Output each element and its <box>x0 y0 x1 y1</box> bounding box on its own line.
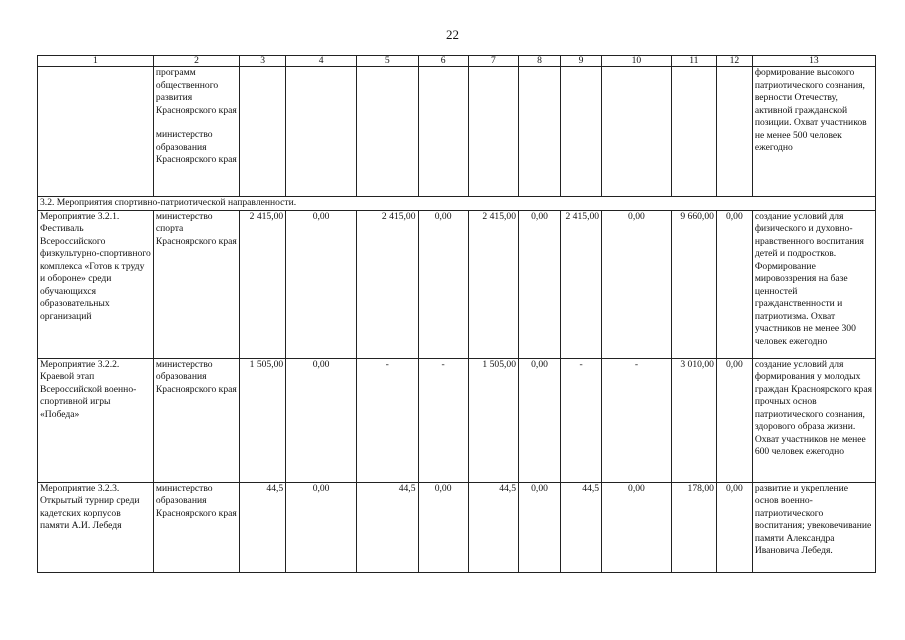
column-header: 1 <box>38 56 154 67</box>
value-cell: 0,00 <box>519 210 561 358</box>
value-cell: 2 415,00 <box>240 210 286 358</box>
executor-text: программ общественного развития Красноярского края <box>155 67 237 116</box>
executor-cell: министерство образования Красноярского края <box>153 358 239 482</box>
table-cell <box>561 67 602 197</box>
table-row <box>38 210 876 358</box>
value-cell: 44,5 <box>356 482 418 572</box>
table-cell <box>356 67 418 197</box>
table-cell <box>418 67 468 197</box>
column-header: 7 <box>468 56 518 67</box>
value-cell: 0,00 <box>602 482 672 572</box>
table-cell <box>519 67 561 197</box>
table-cell <box>38 67 154 197</box>
value-cell: 1 505,00 <box>468 358 518 482</box>
executor-text: министерство образования Красноярского края <box>155 129 237 165</box>
value-cell: 44,5 <box>468 482 518 572</box>
value-cell: - <box>356 358 418 482</box>
activity-name: Мероприятие 3.2.1. Фестиваль Всероссийского физкультурно-спортивного комплекса «Готов к труду и обороне» среди обучающихся образовательных организаций <box>38 210 154 358</box>
table-cell <box>716 67 752 197</box>
activity-name: Мероприятие 3.2.3. Открытый турнир среди кадетских корпусов памяти А.И. Лебедя <box>38 482 154 572</box>
value-cell: 0,00 <box>418 482 468 572</box>
table-cell <box>240 67 286 197</box>
value-cell: - <box>561 358 602 482</box>
value-cell: 2 415,00 <box>561 210 602 358</box>
table-cell <box>468 67 518 197</box>
table-row <box>38 482 876 572</box>
column-header: 9 <box>561 56 602 67</box>
value-cell: 0,00 <box>716 210 752 358</box>
table-cell <box>153 67 239 197</box>
page-number: 22 <box>446 27 459 42</box>
section-title: 3.2. Мероприятия спортивно-патриотической направленности. <box>38 197 876 211</box>
activity-name: Мероприятие 3.2.2. Краевой этап Всероссийской военно-спортивной игры «Победа» <box>38 358 154 482</box>
value-cell: 0,00 <box>519 358 561 482</box>
value-cell: - <box>418 358 468 482</box>
column-header: 4 <box>286 56 357 67</box>
program-activities-table <box>37 55 876 573</box>
result-cell: формирование высокого патриотического сознания, верности Отечеству, активной гражданской позиции. Охват участников не менее 500 человек ежегодно <box>752 67 875 197</box>
result-cell: создание условий для формирования у молодых граждан Красноярского края прочных основ патриотического сознания, здорового образа жизни. Охват участников не менее 600 человек ежегодно <box>752 358 875 482</box>
section-row <box>38 197 876 211</box>
column-number-row <box>38 56 876 67</box>
table-row <box>38 358 876 482</box>
table-cell <box>671 67 716 197</box>
value-cell: 0,00 <box>418 210 468 358</box>
result-cell: развитие и укрепление основ военно-патриотического воспитания; увековечивание памяти Александра Ивановича Лебедя. <box>752 482 875 572</box>
value-cell: 9 660,00 <box>671 210 716 358</box>
value-cell: 0,00 <box>602 210 672 358</box>
value-cell: 2 415,00 <box>468 210 518 358</box>
column-header: 6 <box>418 56 468 67</box>
executor-cell: министерство образования Красноярского края <box>153 482 239 572</box>
value-cell: 1 505,00 <box>240 358 286 482</box>
column-header: 8 <box>519 56 561 67</box>
column-header: 3 <box>240 56 286 67</box>
value-cell: 0,00 <box>519 482 561 572</box>
table-cell <box>286 67 357 197</box>
value-cell: 178,00 <box>671 482 716 572</box>
column-header: 13 <box>752 56 875 67</box>
value-cell: 0,00 <box>716 482 752 572</box>
value-cell: 0,00 <box>286 482 357 572</box>
column-header: 5 <box>356 56 418 67</box>
table-cell <box>602 67 672 197</box>
value-cell: 0,00 <box>286 210 357 358</box>
value-cell: 44,5 <box>561 482 602 572</box>
result-cell: создание условий для физического и духовно-нравственного воспитания детей и подростков. Формирование мировоззрения на базе ценностей гражданственности и патриотизма. Охват участников не менее 300 человек ежегодно <box>752 210 875 358</box>
column-header: 2 <box>153 56 239 67</box>
value-cell: 0,00 <box>716 358 752 482</box>
continuation-row <box>38 67 876 197</box>
value-cell: 44,5 <box>240 482 286 572</box>
value-cell: 3 010,00 <box>671 358 716 482</box>
value-cell: 0,00 <box>286 358 357 482</box>
column-header: 11 <box>671 56 716 67</box>
value-cell: 2 415,00 <box>356 210 418 358</box>
column-header: 12 <box>716 56 752 67</box>
executor-cell: министерство спорта Красноярского края <box>153 210 239 358</box>
value-cell: - <box>602 358 672 482</box>
column-header: 10 <box>602 56 672 67</box>
